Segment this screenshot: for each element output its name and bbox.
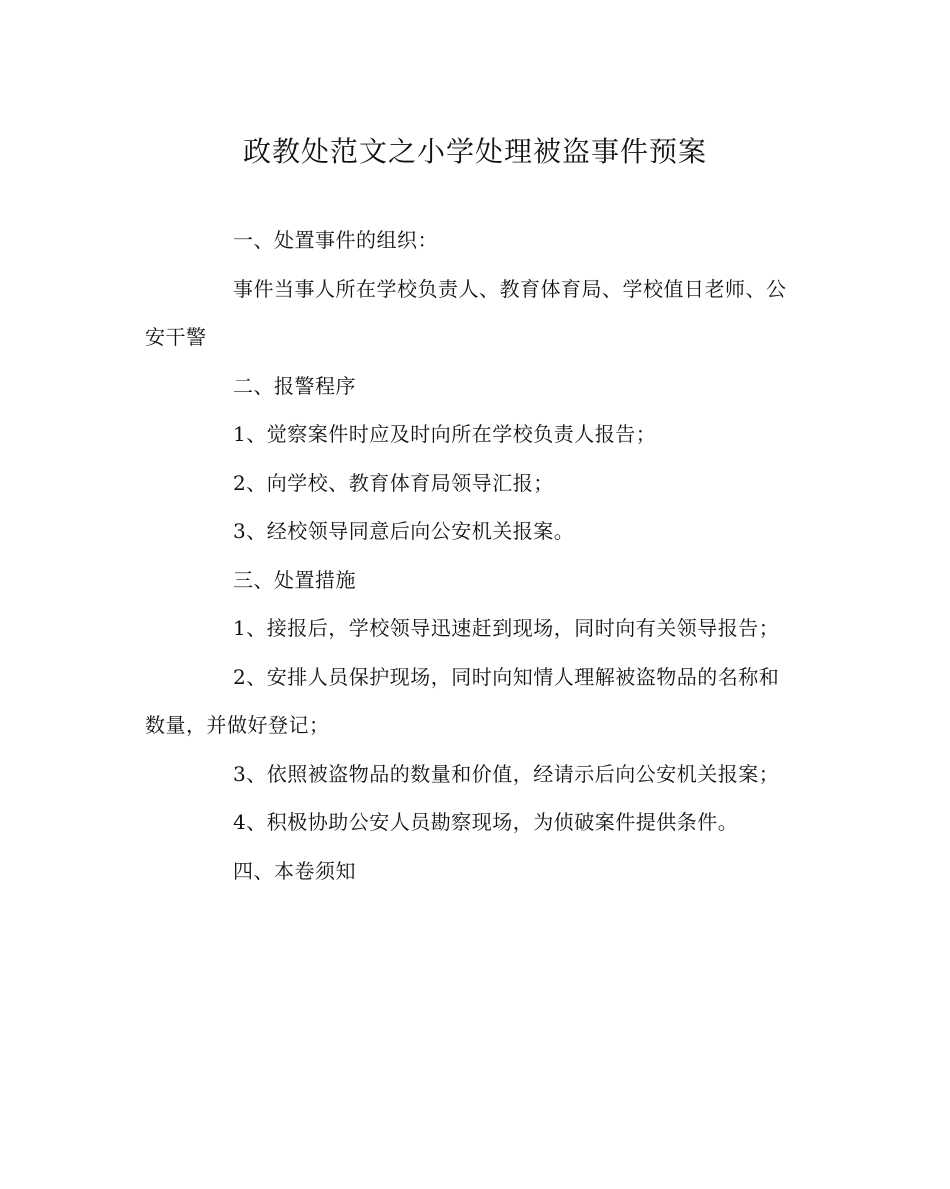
- paragraph-alarm-step-3: 3、经校领导同意后向公安机关报案。: [233, 519, 575, 543]
- heading-alarm-procedure: 二、报警程序: [233, 373, 356, 398]
- heading-notes: 四、本卷须知: [233, 858, 356, 883]
- paragraph-alarm-step-1: 1、觉察案件时应及时向所在学校负责人报告；: [233, 422, 657, 446]
- paragraph-measure-4: 4、积极协助公安人员勘察现场，为侦破案件提供条件。: [233, 810, 739, 834]
- document-title: 政教处范文之小学处理被盗事件预案: [242, 135, 707, 168]
- paragraph-organization-members: 事件当事人所在学校负责人、教育体育局、学校值日老师、公安干警: [145, 276, 787, 349]
- document-body: [145, 216, 795, 895]
- heading-organization: 一、处置事件的组织：: [233, 228, 438, 252]
- paragraph-measure-2: 2、安排人员保护现场，同时向知情人理解被盗物品的名称和数量，并做好登记；: [145, 664, 780, 737]
- paragraph-alarm-step-2: 2、向学校、教育体育局领导汇报；: [233, 470, 554, 495]
- heading-measures: 三、处置措施: [233, 567, 356, 592]
- paragraph-measure-3: 3、依照被盗物品的数量和价值，经请示后向公安机关报案；: [233, 761, 780, 786]
- paragraph-measure-1: 1、接报后，学校领导迅速赶到现场，同时向有关领导报告；: [233, 616, 780, 640]
